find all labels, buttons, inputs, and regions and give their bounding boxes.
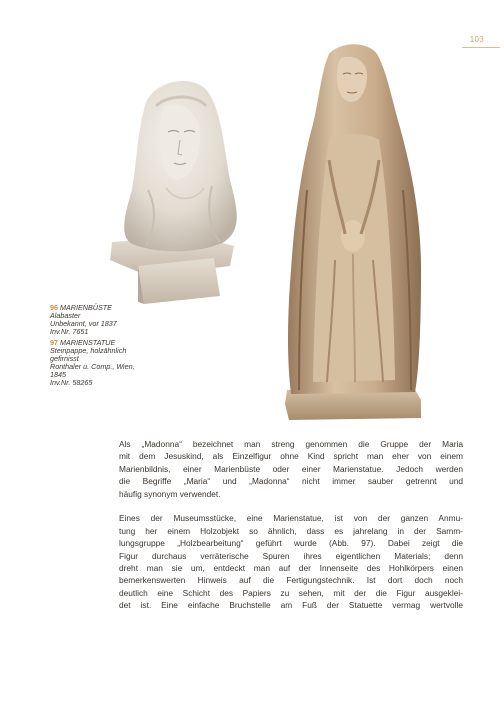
marienbueste-image [104, 70, 246, 310]
page-number-rule [462, 47, 500, 48]
text-line: det ist. Eine einfache Bruchstelle am Fuß der Statuette vermag wertvolle [119, 600, 463, 611]
caption-line: Steinpappe, holzähnlich [50, 346, 127, 355]
text-line: lungsgruppe „Holzbearbeitung“ geführt wurde (Abb. 97). Dabei zeigt die [119, 538, 463, 549]
caption-96 [50, 304, 140, 336]
caption-line: Unbekannt, vor 1837 [50, 319, 117, 328]
caption-number: 96 [50, 303, 58, 312]
caption-name: MARIENSTATUE [60, 338, 116, 347]
body-text [119, 438, 463, 624]
caption-line: 1845 [50, 370, 66, 379]
text-line: die Begriffe „Maria“ und „Madonna“ nicht immer sauber getrennt und [119, 476, 463, 487]
marienstatue-image [283, 40, 425, 422]
caption-number: 97 [50, 338, 58, 347]
text-line: Marienbildnis, einer Marienbüste oder einer Marienstatue. Jedoch werden [119, 463, 463, 474]
text-line: tung her einem Holzobjekt so ähnlich, dass es jahrelang in der Samm- [119, 525, 463, 536]
paragraph [119, 438, 463, 500]
caption-line: gefirnisst [50, 354, 79, 363]
text-line: dreht man sie um, entdeckt man auf der Innenseite des Hohlkörpers einen [119, 563, 463, 574]
text-line: deutlich eine Schicht des Papiers zu sehen, mit der die Figur ausgeklei- [119, 587, 463, 598]
caption-name: MARIENBÜSTE [60, 303, 112, 312]
text-line: Als „Madonna“ bezeichnet man streng genommen die Gruppe der Maria [119, 439, 463, 449]
caption-line: Inv.Nr. 58265 [50, 378, 93, 387]
text-line: Figur durchaus verräterische Spuren ihres eigentlichen Materials; denn [119, 550, 463, 561]
page-number: 103 [469, 35, 484, 44]
caption-line: Inv.Nr. 7651 [50, 327, 89, 336]
caption-line: Ronthaler u. Comp., Wien, [50, 362, 135, 371]
caption-line: Alabaster [50, 311, 81, 320]
caption-97 [50, 339, 140, 387]
text-line: häufig synonym verwendet. [119, 488, 221, 499]
figure-captions [50, 304, 140, 390]
text-line: mit dem Jesuskind, als Einzelfigur ohne Kind spricht man eher von einem [119, 451, 463, 462]
text-line: Eines der Museumsstücke, eine Marienstatue, ist von der ganzen Anmu- [119, 513, 463, 524]
paragraph [119, 512, 463, 611]
text-line: bemerkenswerten Hinweis auf die Fertigungstechnik. Ist dort doch noch [119, 575, 463, 586]
